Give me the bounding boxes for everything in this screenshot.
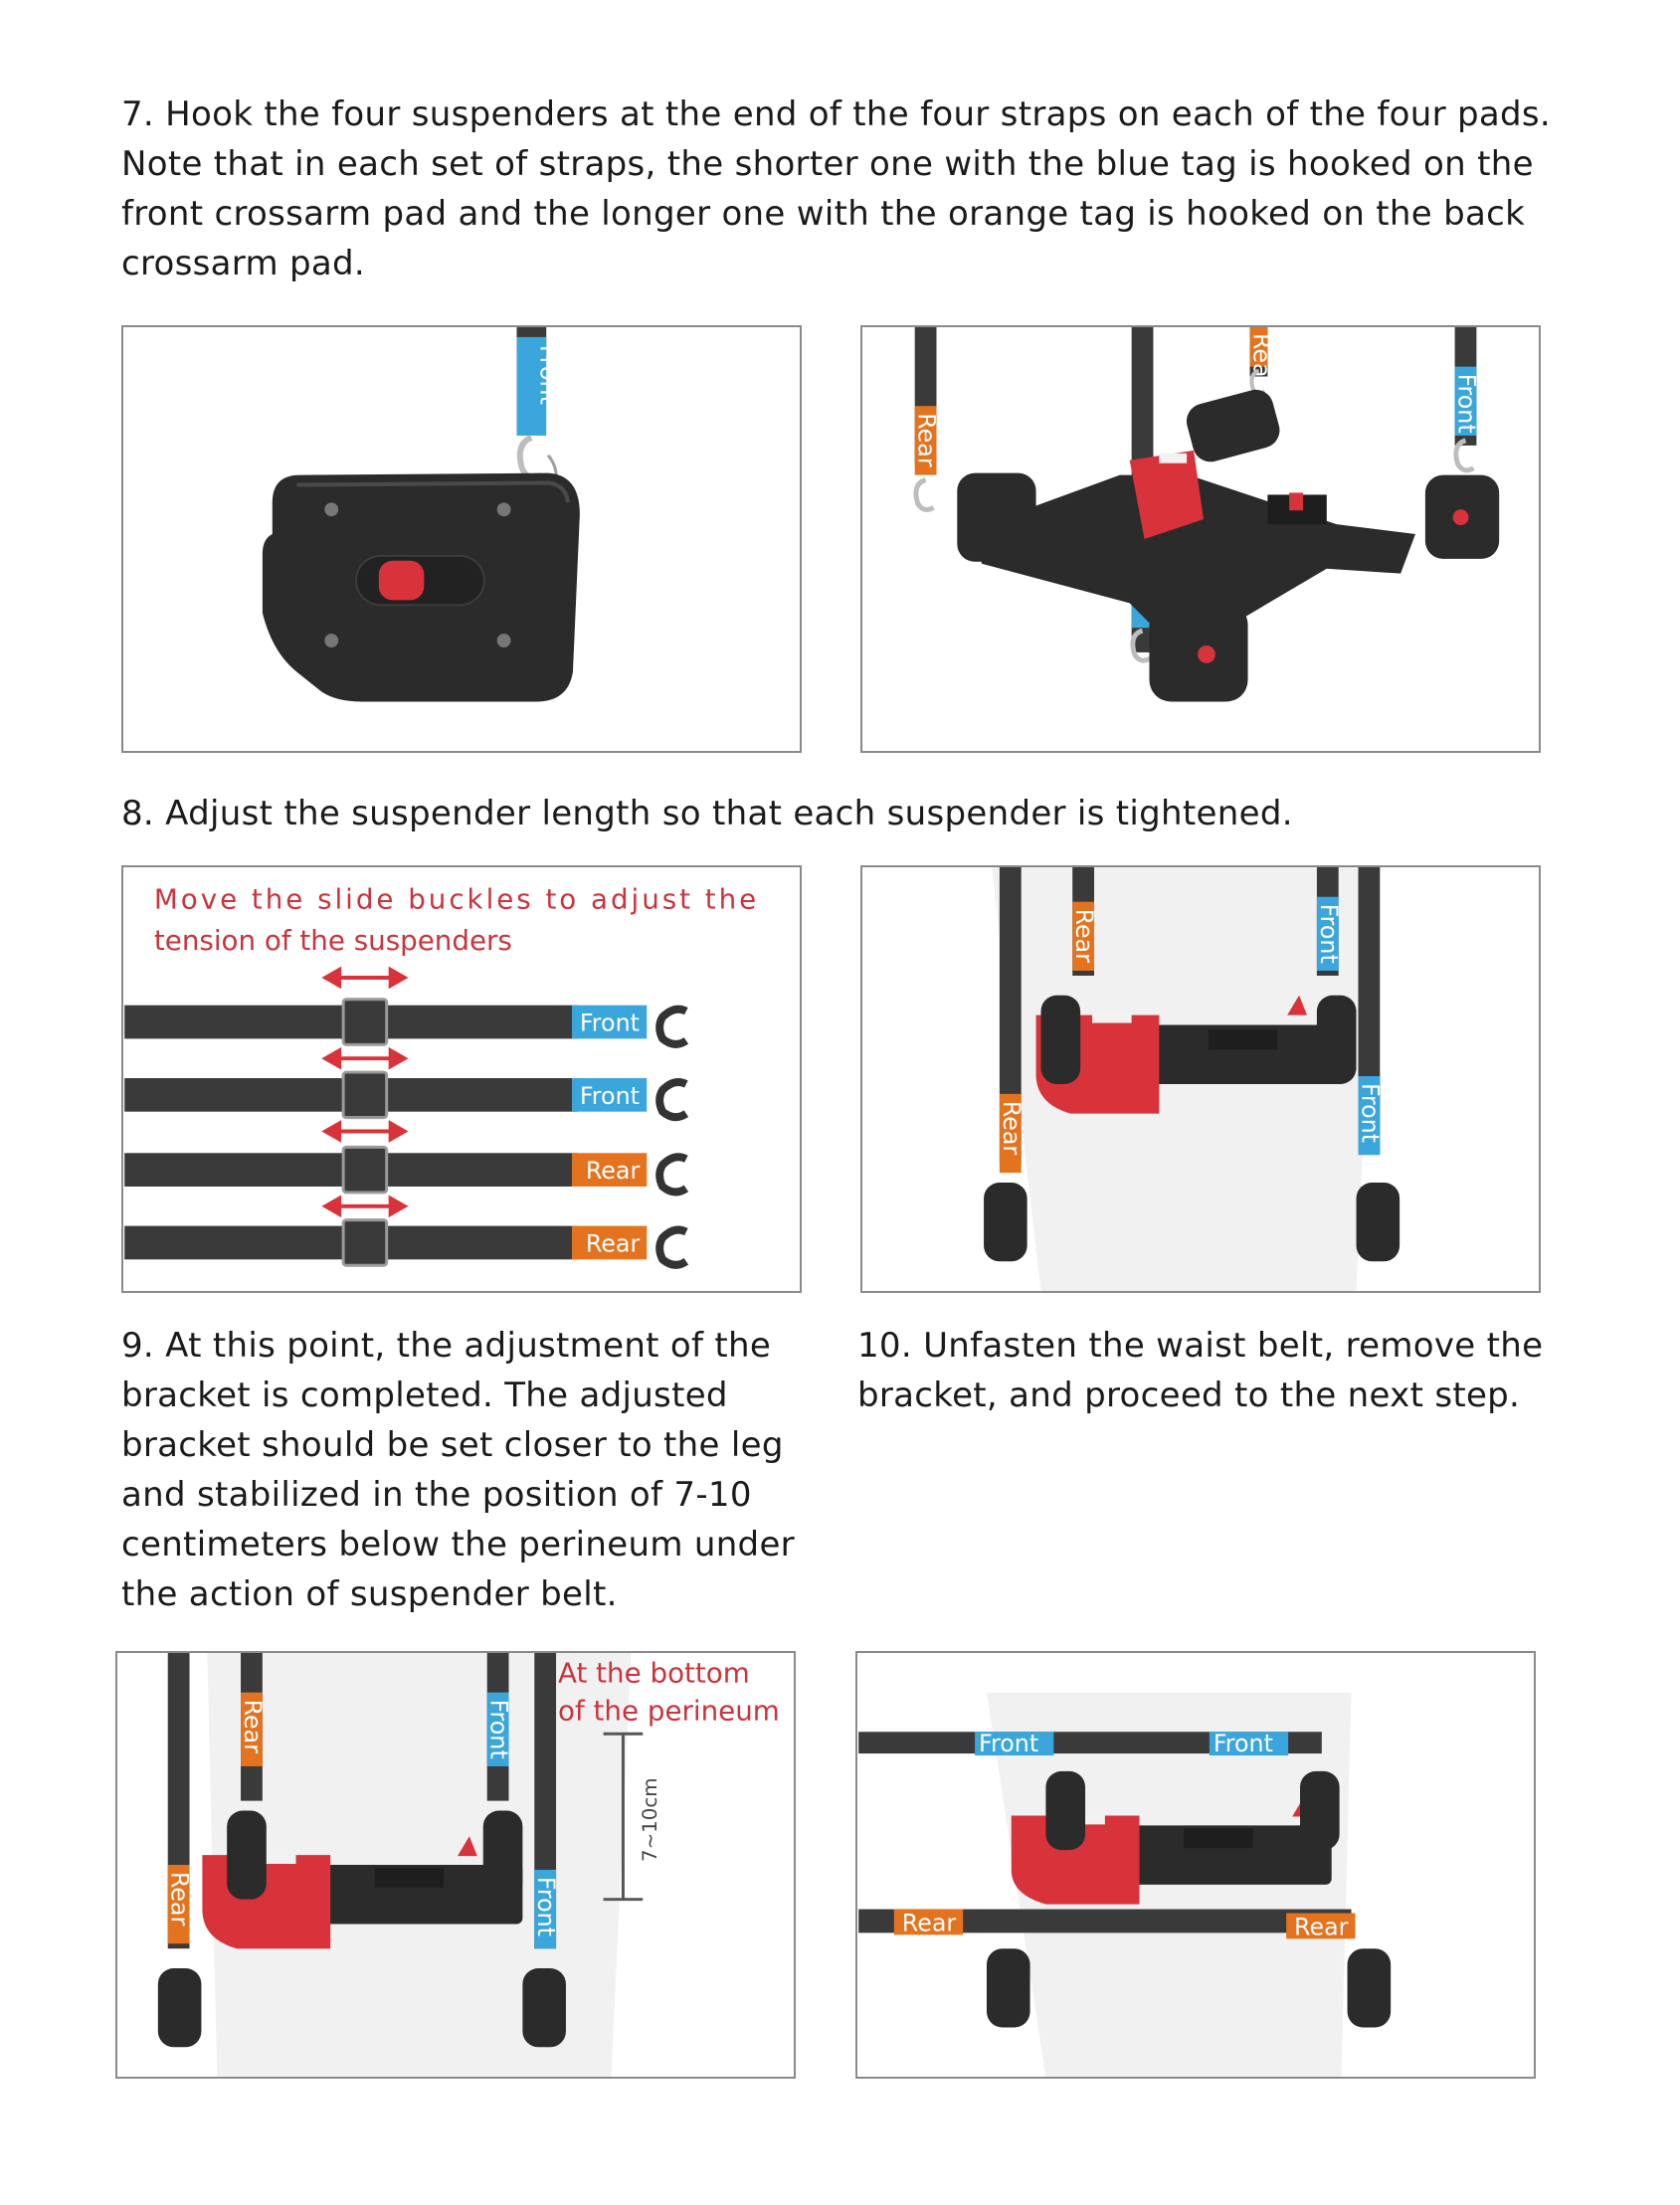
front-tag-label: Front: [484, 1699, 513, 1759]
pad: [987, 1948, 1030, 2027]
pad: [1045, 1771, 1085, 1850]
pad: [1183, 386, 1284, 465]
rear-tag-label: Rear: [1294, 1913, 1349, 1941]
buckle-note-line1: Move the slide buckles to adjust the: [153, 882, 760, 916]
hook-icon: [520, 438, 541, 477]
rear-tag-label: Rear: [585, 1229, 641, 1258]
rear-tag-label: Rear: [238, 1699, 267, 1753]
pad: [483, 1811, 523, 1900]
pad-lock-icon: [1198, 645, 1215, 663]
strap-row-rear-2: [124, 1226, 686, 1265]
distance-label: 7~10cm: [639, 1777, 662, 1863]
strap-row-front-2: [124, 1078, 686, 1117]
rear-tag-label: Rear: [585, 1157, 641, 1186]
step-9-text: 9. At this point, the adjustment of the bracket is completed. The adjusted bracket should be set closer to the leg and stabilized in the position of 7-10 centimeters below the perineum under the action of suspender belt.: [121, 1326, 795, 1614]
pad: [522, 1968, 566, 2047]
hook-icon: [916, 480, 934, 510]
hook-icon: [659, 1082, 686, 1117]
rear-tag-label: Rear: [165, 1871, 194, 1927]
step8-bracket-on-leg: [860, 865, 1541, 1293]
step-7-text: 7. Hook the four suspenders at the end of the four straps on each of the four pads. Note that in each set of straps, the shorter one with the blue tag is hooked on the front crossarm pad and the longer one with the orange tag is hooked on the back crossarm pad.: [121, 94, 1552, 283]
rear-tag-label: Rear: [1247, 332, 1276, 388]
perineum-note-line2: of the perineum: [558, 1694, 780, 1728]
step9-perineum-figure: [115, 1651, 796, 2079]
rear-tag-label: Rear: [1070, 908, 1099, 964]
pad: [957, 473, 1035, 562]
rear-tag-label: Rear: [912, 413, 941, 467]
front-tag-label: Front: [579, 1009, 641, 1037]
hook-icon: [659, 1230, 686, 1265]
pad: [1041, 996, 1081, 1084]
pad: [984, 1183, 1027, 1261]
slide-lock-red: [379, 561, 425, 601]
front-tag-label: Front: [1452, 373, 1481, 434]
step-10-text: 10. Unfasten the waist belt, remove the bracket, and proceed to the next step.: [857, 1326, 1544, 1415]
step7-bracket-figure: [860, 325, 1541, 753]
front-tag-label: Front: [579, 1081, 641, 1110]
front-tag-label: Front: [1356, 1082, 1385, 1144]
front-tag-label: Front: [532, 1876, 561, 1937]
pad: [158, 1968, 202, 2047]
hook-icon: [659, 1157, 686, 1192]
step7-pad-figure: [121, 325, 802, 753]
rear-tag-label: Rear: [997, 1100, 1026, 1156]
pad: [1357, 1183, 1400, 1261]
hook-icon: [659, 1010, 686, 1044]
pad: [1348, 1948, 1392, 2027]
front-tag-label: Front: [1213, 1730, 1273, 1758]
perineum-note-line1: At the bottom: [558, 1656, 750, 1690]
pad: [227, 1811, 267, 1900]
step8-buckle-diagram: [121, 865, 802, 1293]
front-tag-label: Front: [534, 344, 563, 405]
buckle-note-line2: tension of the suspenders: [153, 924, 512, 958]
pad-lock-icon: [1453, 509, 1469, 525]
step-8-text: 8. Adjust the suspender length so that each suspender is tightened.: [121, 794, 1293, 833]
front-tag-label: Front: [1314, 903, 1343, 964]
front-tag-label: Front: [979, 1730, 1039, 1758]
pad: [1300, 1771, 1340, 1850]
step10-remove-figure: [855, 1651, 1536, 2079]
rear-tag-label: Rear: [901, 1909, 957, 1937]
strap-row-rear-1: [124, 1153, 686, 1192]
strap-row-front-1: [124, 1006, 686, 1044]
pad: [1317, 996, 1357, 1084]
